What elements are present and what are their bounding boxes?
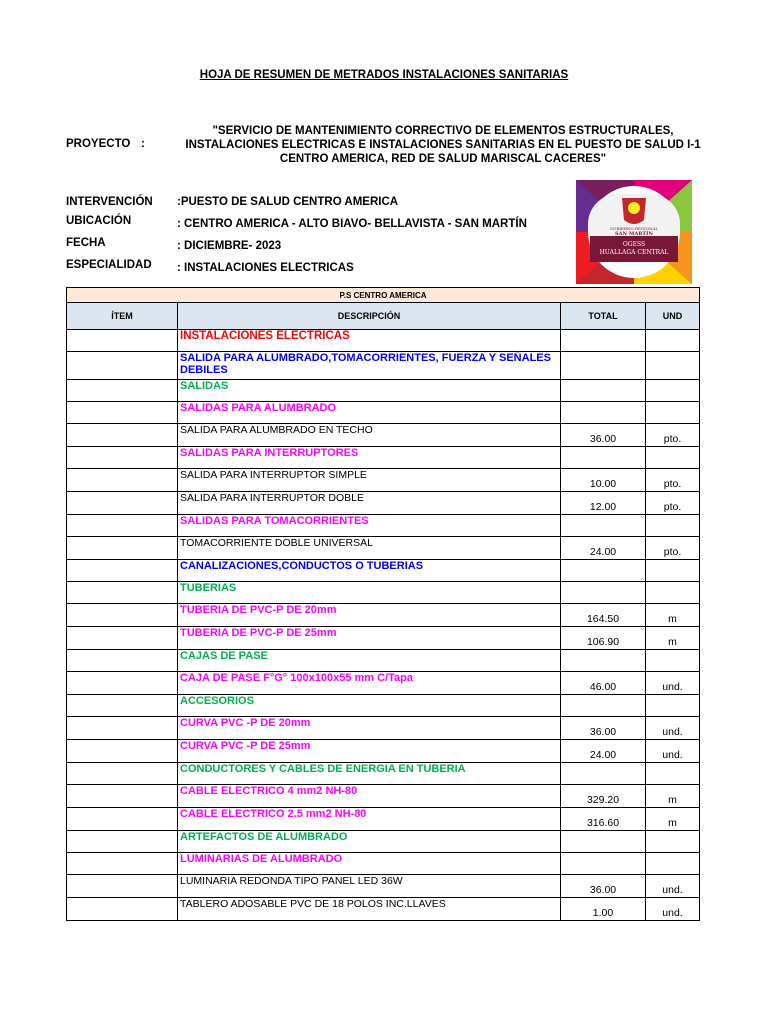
total-cell: 316.60 [561,808,646,831]
table-row [67,515,700,537]
unit-cell [646,650,700,672]
item-cell [67,402,178,424]
description-cell: ARTEFACTOS DE ALUMBRADO [178,831,561,853]
table-row [67,469,700,492]
description-cell: SALIDA PARA ALUMBRADO EN TECHO [178,424,561,447]
total-cell: 46.00 [561,672,646,695]
page-title: HOJA DE RESUMEN DE METRADOS INSTALACIONES SANITARIAS [199,69,569,81]
total-cell [561,763,646,785]
description-cell: CABLE ELECTRICO 4 mm2 NH-80 [178,785,561,808]
table-row [67,537,700,560]
header-item: ÍTEM [67,303,178,330]
total-cell [561,352,646,380]
item-cell [67,853,178,875]
unit-cell [646,515,700,537]
description-cell: CURVA PVC -P DE 20mm [178,717,561,740]
total-cell: 12.00 [561,492,646,515]
total-cell [561,582,646,604]
unit-cell: m [646,785,700,808]
description-cell: INSTALACIONES ELECTRICAS [178,330,561,352]
total-cell: 164.50 [561,604,646,627]
total-cell [561,831,646,853]
table-row [67,875,700,898]
metrados-table [66,287,700,921]
unit-cell [646,582,700,604]
specialty-value: : INSTALACIONES ELECTRICAS [177,262,354,274]
logo-line-1: GOBIERNO REGIONAL [609,226,658,231]
unit-cell: und. [646,875,700,898]
header-total: TOTAL [561,303,646,330]
description-cell: CONDUCTORES Y CABLES DE ENERGIA EN TUBERIA [178,763,561,785]
table-row [67,424,700,447]
description-cell: SALIDA PARA INTERRUPTOR DOBLE [178,492,561,515]
unit-cell [646,402,700,424]
table-row [67,650,700,672]
item-cell [67,627,178,650]
project-description: "SERVICIO DE MANTENIMIENTO CORRECTIVO DE ELEMENTOS ESTRUCTURALES, INSTALACIONES ELECTRICAS E INSTALACIONES SANITARIAS EN EL PUESTO DE SALUD I-1 CENTRO AMERICA, RED DE SALUD MARISCAL CACERES" [185,125,701,165]
description-cell: LUMINARIAS DE ALUMBRADO [178,853,561,875]
total-cell: 106.90 [561,627,646,650]
table-row [67,672,700,695]
project-label: PROYECTO [66,138,131,150]
total-cell [561,447,646,469]
item-cell [67,537,178,560]
description-cell: SALIDA PARA INTERRUPTOR SIMPLE [178,469,561,492]
date-label: FECHA [66,237,106,249]
table-row [67,785,700,808]
unit-cell [646,352,700,380]
unit-cell [646,447,700,469]
table-row [67,740,700,763]
table-row [67,604,700,627]
description-cell: TOMACORRIENTE DOBLE UNIVERSAL [178,537,561,560]
item-cell [67,898,178,921]
item-cell [67,785,178,808]
unit-cell: pto. [646,537,700,560]
total-cell: 10.00 [561,469,646,492]
total-cell: 24.00 [561,537,646,560]
total-cell [561,853,646,875]
item-cell [67,380,178,402]
unit-cell: pto. [646,492,700,515]
unit-cell: pto. [646,424,700,447]
description-cell: CANALIZACIONES,CONDUCTOS O TUBERIAS [178,560,561,582]
header-description: DESCRIPCIÓN [178,303,561,330]
table-row [67,627,700,650]
description-cell: TUBERIA DE PVC-P DE 20mm [178,604,561,627]
location-label: UBICACIÓN [66,215,132,227]
description-cell: SALIDAS PARA TOMACORRIENTES [178,515,561,537]
item-cell [67,650,178,672]
table-row [67,352,700,380]
total-cell: 1.00 [561,898,646,921]
table-row [67,695,700,717]
description-cell: SALIDAS PARA ALUMBRADO [178,402,561,424]
unit-cell: pto. [646,469,700,492]
unit-cell: und. [646,672,700,695]
item-cell [67,695,178,717]
total-cell [561,515,646,537]
item-cell [67,717,178,740]
total-cell: 24.00 [561,740,646,763]
total-cell [561,650,646,672]
description-cell: CURVA PVC -P DE 25mm [178,740,561,763]
description-cell: TABLERO ADOSABLE PVC DE 18 POLOS INC.LLAVES [178,898,561,921]
table-row [67,808,700,831]
total-cell [561,330,646,352]
item-cell [67,560,178,582]
table-body [67,330,700,921]
unit-cell: und. [646,717,700,740]
item-cell [67,604,178,627]
description-cell: SALIDA PARA ALUMBRADO,TOMACORRIENTES, FUERZA Y SEÑALES DEBILES [178,352,561,380]
total-cell [561,380,646,402]
description-cell: CABLE ELECTRICO 2.5 mm2 NH-80 [178,808,561,831]
description-cell: SALIDAS PARA INTERRUPTORES [178,447,561,469]
project-colon: : [141,138,145,150]
unit-cell: m [646,627,700,650]
item-cell [67,672,178,695]
table-row [67,402,700,424]
item-cell [67,424,178,447]
unit-cell: und. [646,740,700,763]
logo-line-3: OGESS [622,241,646,248]
table-row [67,492,700,515]
description-cell: CAJA DE PASE F°G° 100x100x55 mm C/Tapa [178,672,561,695]
table-row [67,763,700,785]
item-cell [67,515,178,537]
location-value: : CENTRO AMERICA - ALTO BIAVO- BELLAVISTA - SAN MARTÍN [177,218,527,230]
table-row [67,560,700,582]
specialty-label: ESPECIALIDAD [66,259,152,271]
intervention-value: :PUESTO DE SALUD CENTRO AMERICA [177,196,399,208]
section-title: P.S CENTRO AMERICA [67,288,700,303]
table-row [67,447,700,469]
unit-cell [646,330,700,352]
unit-cell: und. [646,898,700,921]
item-cell [67,831,178,853]
item-cell [67,875,178,898]
unit-cell [646,380,700,402]
unit-cell: m [646,604,700,627]
table-row [67,717,700,740]
description-cell: TUBERIA DE PVC-P DE 25mm [178,627,561,650]
description-cell: CAJAS DE PASE [178,650,561,672]
logo-line-2: SAN MARTÍN [615,231,653,237]
header-unit: UND [646,303,700,330]
total-cell: 329.20 [561,785,646,808]
table-row [67,330,700,352]
total-cell [561,402,646,424]
item-cell [67,330,178,352]
total-cell: 36.00 [561,424,646,447]
table-row [67,380,700,402]
intervention-label: INTERVENCIÓN [66,196,153,208]
total-cell [561,560,646,582]
table-row [67,853,700,875]
table-row [67,898,700,921]
date-value: : DICIEMBRE- 2023 [177,240,282,252]
total-cell [561,695,646,717]
description-cell: ACCESORIOS [178,695,561,717]
table-row [67,831,700,853]
item-cell [67,763,178,785]
item-cell [67,740,178,763]
total-cell: 36.00 [561,717,646,740]
table-row [67,582,700,604]
item-cell [67,447,178,469]
item-cell [67,469,178,492]
description-cell: SALIDAS [178,380,561,402]
unit-cell [646,695,700,717]
item-cell [67,582,178,604]
description-cell: LUMINARIA REDONDA TIPO PANEL LED 36W [178,875,561,898]
item-cell [67,492,178,515]
unit-cell [646,831,700,853]
unit-cell [646,560,700,582]
unit-cell: m [646,808,700,831]
institution-logo [576,180,692,284]
item-cell [67,352,178,380]
item-cell [67,808,178,831]
unit-cell [646,853,700,875]
logo-line-4: HUALLAGA CENTRAL [599,249,669,256]
description-cell: TUBERIAS [178,582,561,604]
unit-cell [646,763,700,785]
total-cell: 36.00 [561,875,646,898]
